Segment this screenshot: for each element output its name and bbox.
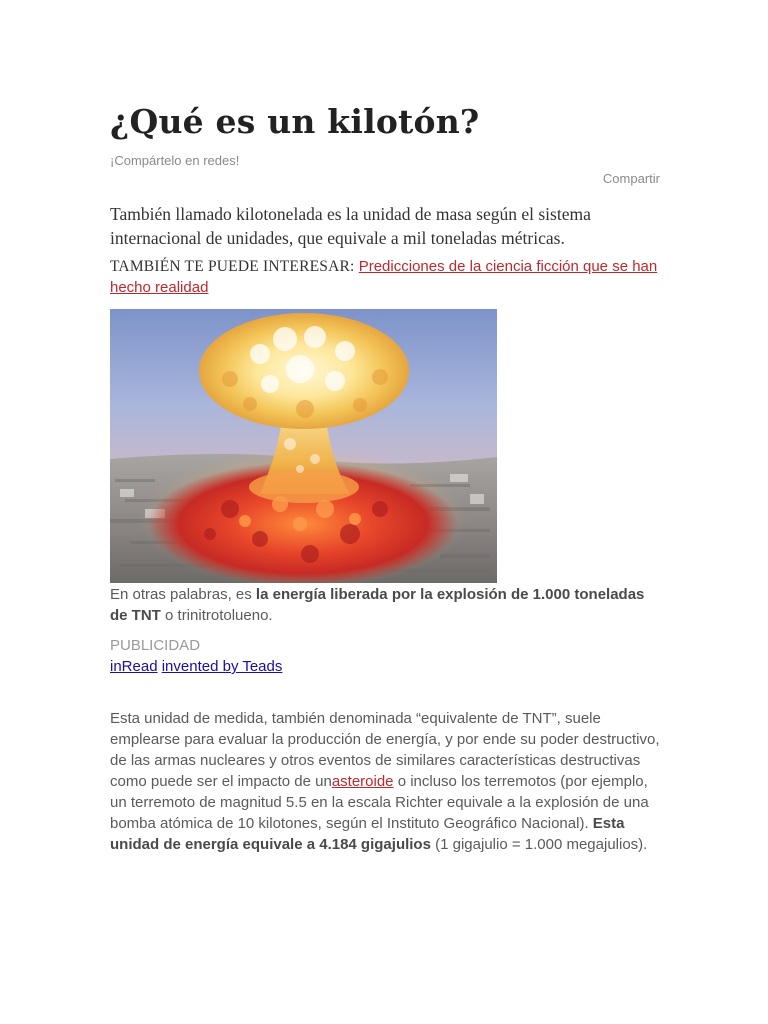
share-button[interactable]: Compartir [602,171,660,186]
ad-links [110,656,282,677]
caption-suffix: o trinitrotolueno. [160,607,273,624]
share-prompt: ¡Compártelo en redes! [110,153,240,168]
inread-link[interactable]: inRead [110,658,158,675]
article-lead: También llamado kilotonelada es la unidad de masa según el sistema internacional de unidades, que equivale a mil toneladas métricas. [110,204,591,248]
article-title: ¿Qué es un kilotón? [110,102,480,141]
caption-bold: la energía liberada por la explosión de 1.000 toneladas de TNT [110,586,645,624]
body-part-3: (1 gigajulio = 1.000 megajulios). [430,836,648,853]
article-body [110,708,662,855]
related-label: TAMBIÉN TE PUEDE INTERESAR: [110,258,355,275]
mushroom-cloud-image [110,309,497,583]
caption-prefix: En otras palabras, es [110,586,256,603]
asteroide-link[interactable]: asteroide [331,773,394,790]
image-caption [110,584,660,626]
related-article [110,256,662,298]
related-article-link[interactable]: Predicciones de la ciencia ficción que se han hecho realidad [110,258,658,296]
body-bold: Esta unidad de energía equivale a 4.184 gigajulios [110,815,625,853]
body-part-2: o incluso los terremotos (por ejemplo, un terremoto de magnitud 5.5 en la escala Richter equivale a la explosión de una bomba atómica de 10 kilotones, según el Instituto Geográfico Nacional). [110,773,649,832]
body-part-1: Esta unidad de medida, también denominada “equivalente de TNT”, suele emplearse para evaluar la producción de energía, y por ende su poder destructivo, de las armas nucleares y otros eventos de similares características destructivas como puede ser el impacto de un [110,710,660,790]
ad-label: PUBLICIDAD [110,637,201,654]
explosion-image [110,309,497,583]
teads-link[interactable]: invented by Teads [161,658,283,675]
